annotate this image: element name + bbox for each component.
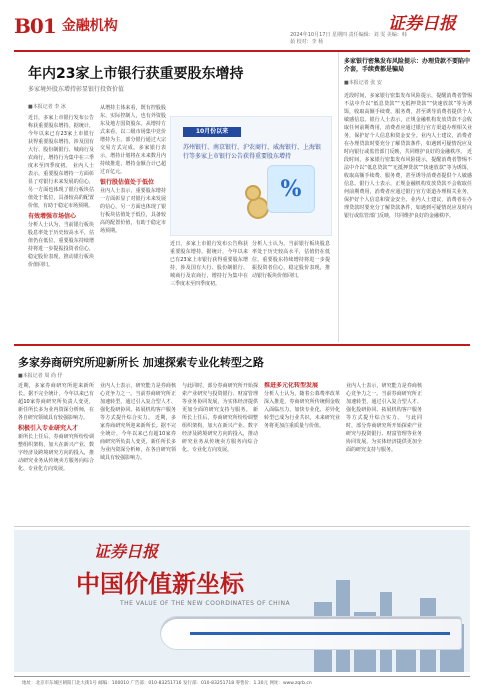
section-divider [14,344,470,346]
section-title: 金融机构 [61,18,118,34]
issue-meta: 2024年10月17日 星期四 责任编辑：刘 雯 美编：韩 茹 校对：李 杨 [290,32,407,45]
sidebar-headline: 多家银行密集发布风险提示：办理贷款不要陷中介套，手续费都是骗局 [344,58,471,73]
second-subhead-a: 积极引入专业研究人才 [18,425,79,432]
second-paragraph-1b: 近期，多家券商研究所迎来新所长。据不完全统计，今年以来已有超10家券商研究所负责人变更，新任所长多为业内资深分析师，在各自研究领域具有较强影响力。 [100,415,176,461]
second-paragraph-4: 与此同时，部分券商研究所开始探索产业研究与投资银行、财富管理等业务协同发展，为实体经济提供更加全面的研究支持与服务。 [182,383,258,413]
second-col-4 [264,382,340,518]
lead-paragraph-4b: 分析人士认为，当前银行板块股息率处于历史较高水平，估值仍在低位，重要股东持续增持将进一步提振投资者信心，稳定股价表现，推动银行板块价值回归。 [252,241,330,279]
second-col-1 [18,382,94,518]
lead-graphic [170,116,332,236]
sidebar-divider [338,52,339,342]
header-divider [14,50,470,52]
lead-col-2 [100,104,166,336]
second-subhead-b: 推进多元化转型发展 [264,382,319,389]
lead-paragraph-1b: 近日，多家上市银行发布公告称获重要股东增持。据统计，今年以来已有23家上市银行获得重要股东增持，涉及国有大行、股份制银行、城商行及农商行，增持行为集中在三季度末至四季度初。 [170,241,248,287]
lead-paragraph-2: 业内人士表示，重要股东增持一方面彰显了对银行未来发展的信心，另一方面也体现了银行板块估值处于低位，具备较高的配置价值，有助于稳定市场预期。 [28,163,94,209]
sidebar-byline: ■本报记者 张 安 [344,80,382,86]
page-code: B01 [14,14,56,38]
sidebar-body [344,92,472,338]
brand-logo: 证券日报 [388,14,456,34]
percent-icon: % [267,165,315,213]
footer-divider [14,676,470,677]
second-col-3 [182,382,258,518]
second-paragraph-2: 新所长上任后，券商研究所纷纷调整组织架构，加大在新兴产业、数字经济及跨境研究方向的投入，推动研究业务从传统卖方服务向综合化、专业化方向发展。 [18,433,94,472]
graphic-date-label: 10月份以来 [183,127,241,137]
second-paragraph-2b: 新所长上任后，券商研究所纷纷调整组织架构，加大在新兴产业、数字经济及跨境研究方向的投入，推动研究业务从传统卖方服务向综合化、专业化方向发展。 [182,407,258,453]
lead-subhead-2: 银行股估值处于低位 [100,179,155,186]
ad-divider [14,526,470,527]
train-stripe [190,632,450,635]
second-paragraph-5: 分析人士认为，随着公募费率改革深入推进，券商研究所传统佣金收入面临压力，加快专业化、差异化转型已成为行业共识，未来研究业务将更加注重质量与价值。 [264,390,340,429]
page-header [14,16,118,36]
lead-col-1 [28,114,94,336]
sidebar-paragraph: 近段时间，多家银行密集发布风险提示，提醒消费者警惕不法中介以“低息贷款”“无抵押贷款”“快速放款”等为诱饵，收取高额手续费、服务费，甚至诱导消费者提供个人敏感信息。银行人士表示，正规金融机构发放贷款不会收取任何前期费用，消费者应通过银行官方渠道办理相关业务，保护好个人信息和资金安全。业内人士建议，消费者在办理贷款时要充分了解贷款条件，如遇到可疑情况应及时向银行或监管部门反映，共同维护良好的金融秩序。 [344,93,472,155]
footer-info: 地址：北京市东城区朝阳门北大街1号 邮编：100010 广告部：010-83251716 发行部：010-83251718 零售价：1.30元 网址：www.zqrb.cn [22,681,312,686]
second-col-5 [346,382,422,518]
ad-brand-logo: 证券日报 [94,542,159,561]
second-headline: 多家券商研究所迎新所长 加速探索专业化转型之路 [18,356,264,369]
lead-subhead-3: 有效增强市场信心 [28,213,77,220]
second-paragraph-4b: 与此同时，部分券商研究所开始探索产业研究与投资银行、财富管理等业务协同发展，为实体经济提供更加全面的研究支持与服务。 [346,415,422,453]
lead-paragraph-1: 近日，多家上市银行发布公告称获重要股东增持。据统计，今年以来已有23家上市银行获得重要股东增持，涉及国有大行、股份制银行、城商行及农商行，增持行为集中在三季度末至四季度初。 [28,115,94,169]
second-byline: ■本报记者 周 尚 伃 [18,373,63,379]
ad-english-tagline: THE VALUE OF THE NEW COORDINATES OF CHINA [120,600,291,607]
lead-paragraph-4: 分析人士认为，当前银行板块股息率处于历史较高水平，估值仍在低位，重要股东持续增持将进一步提振投资者信心，稳定股价表现，推动银行板块价值回归。 [28,221,94,268]
ad-title: 中国价值新坐标 [76,570,244,598]
coin-icon [245,185,261,201]
lead-subhead: 多家境外股东增持彰显银行投资价值 [28,86,125,93]
second-paragraph-1: 近期，多家券商研究所迎来新所长。据不完全统计，今年以来已有超10家券商研究所负责人变更，新任所长多为业内资深分析师，在各自研究领域具有较强影响力。 [18,383,94,421]
graphic-caption: 苏州银行、南京银行、沪农商行、威海银行、上海银行等多家上市银行公告获得重要股东增持 [183,144,322,160]
lead-col-3 [170,240,248,336]
sidebar-paragraph-repeat: 近段时间，多家银行密集发布风险提示，提醒消费者警惕不法中介以“低息贷款”“无抵押贷款”“快速放款”等为诱饵，收取高额手续费、服务费，甚至诱导消费者提供个人敏感信息。银行人士表示，正规金融机构发放贷款不会收取任何前期费用，消费者应通过银行官方渠道办理相关业务，保护好个人信息和资金安全。业内人士建议，消费者在办理贷款时要充分了解贷款条件，如遇到可疑情况应及时向银行或监管部门反映，共同维护良好的金融秩序。 [344,149,472,219]
lead-byline: ■本报记者 李 冰 [28,104,66,110]
lead-paragraph-2b: 业内人士表示，重要股东增持一方面彰显了对银行未来发展的信心，另一方面也体现了银行板块估值处于低位，具备较高的配置价值，有助于稳定市场预期。 [100,187,166,234]
second-col-2 [100,382,176,518]
lead-paragraph-3: 从增持主体来看，既有控股股东、实际控制人，也有外资股东及地方国资股东。从增持方式来看，以二级市场集中竞价增持为主，部分银行通过大宗交易方式完成。多家银行表示，增持计划将在未来数月内持续推进，增持金额合计已超过百亿元。 [100,105,166,175]
lead-col-4 [252,240,330,336]
lead-headline: 年内23家上市银行获重要股东增持 [28,66,244,82]
second-paragraph-3: 业内人士表示，研究能力是券商核心竞争力之一。当前券商研究所正加速转型，通过引入复合型人才、强化投研协同、拓展机构客户服务等方式提升综合实力。 [100,383,176,421]
second-paragraph-3b: 业内人士表示，研究能力是券商核心竞争力之一。当前券商研究所正加速转型，通过引入复合型人才、强化投研协同、拓展机构客户服务等方式提升综合实力。 [346,383,422,421]
